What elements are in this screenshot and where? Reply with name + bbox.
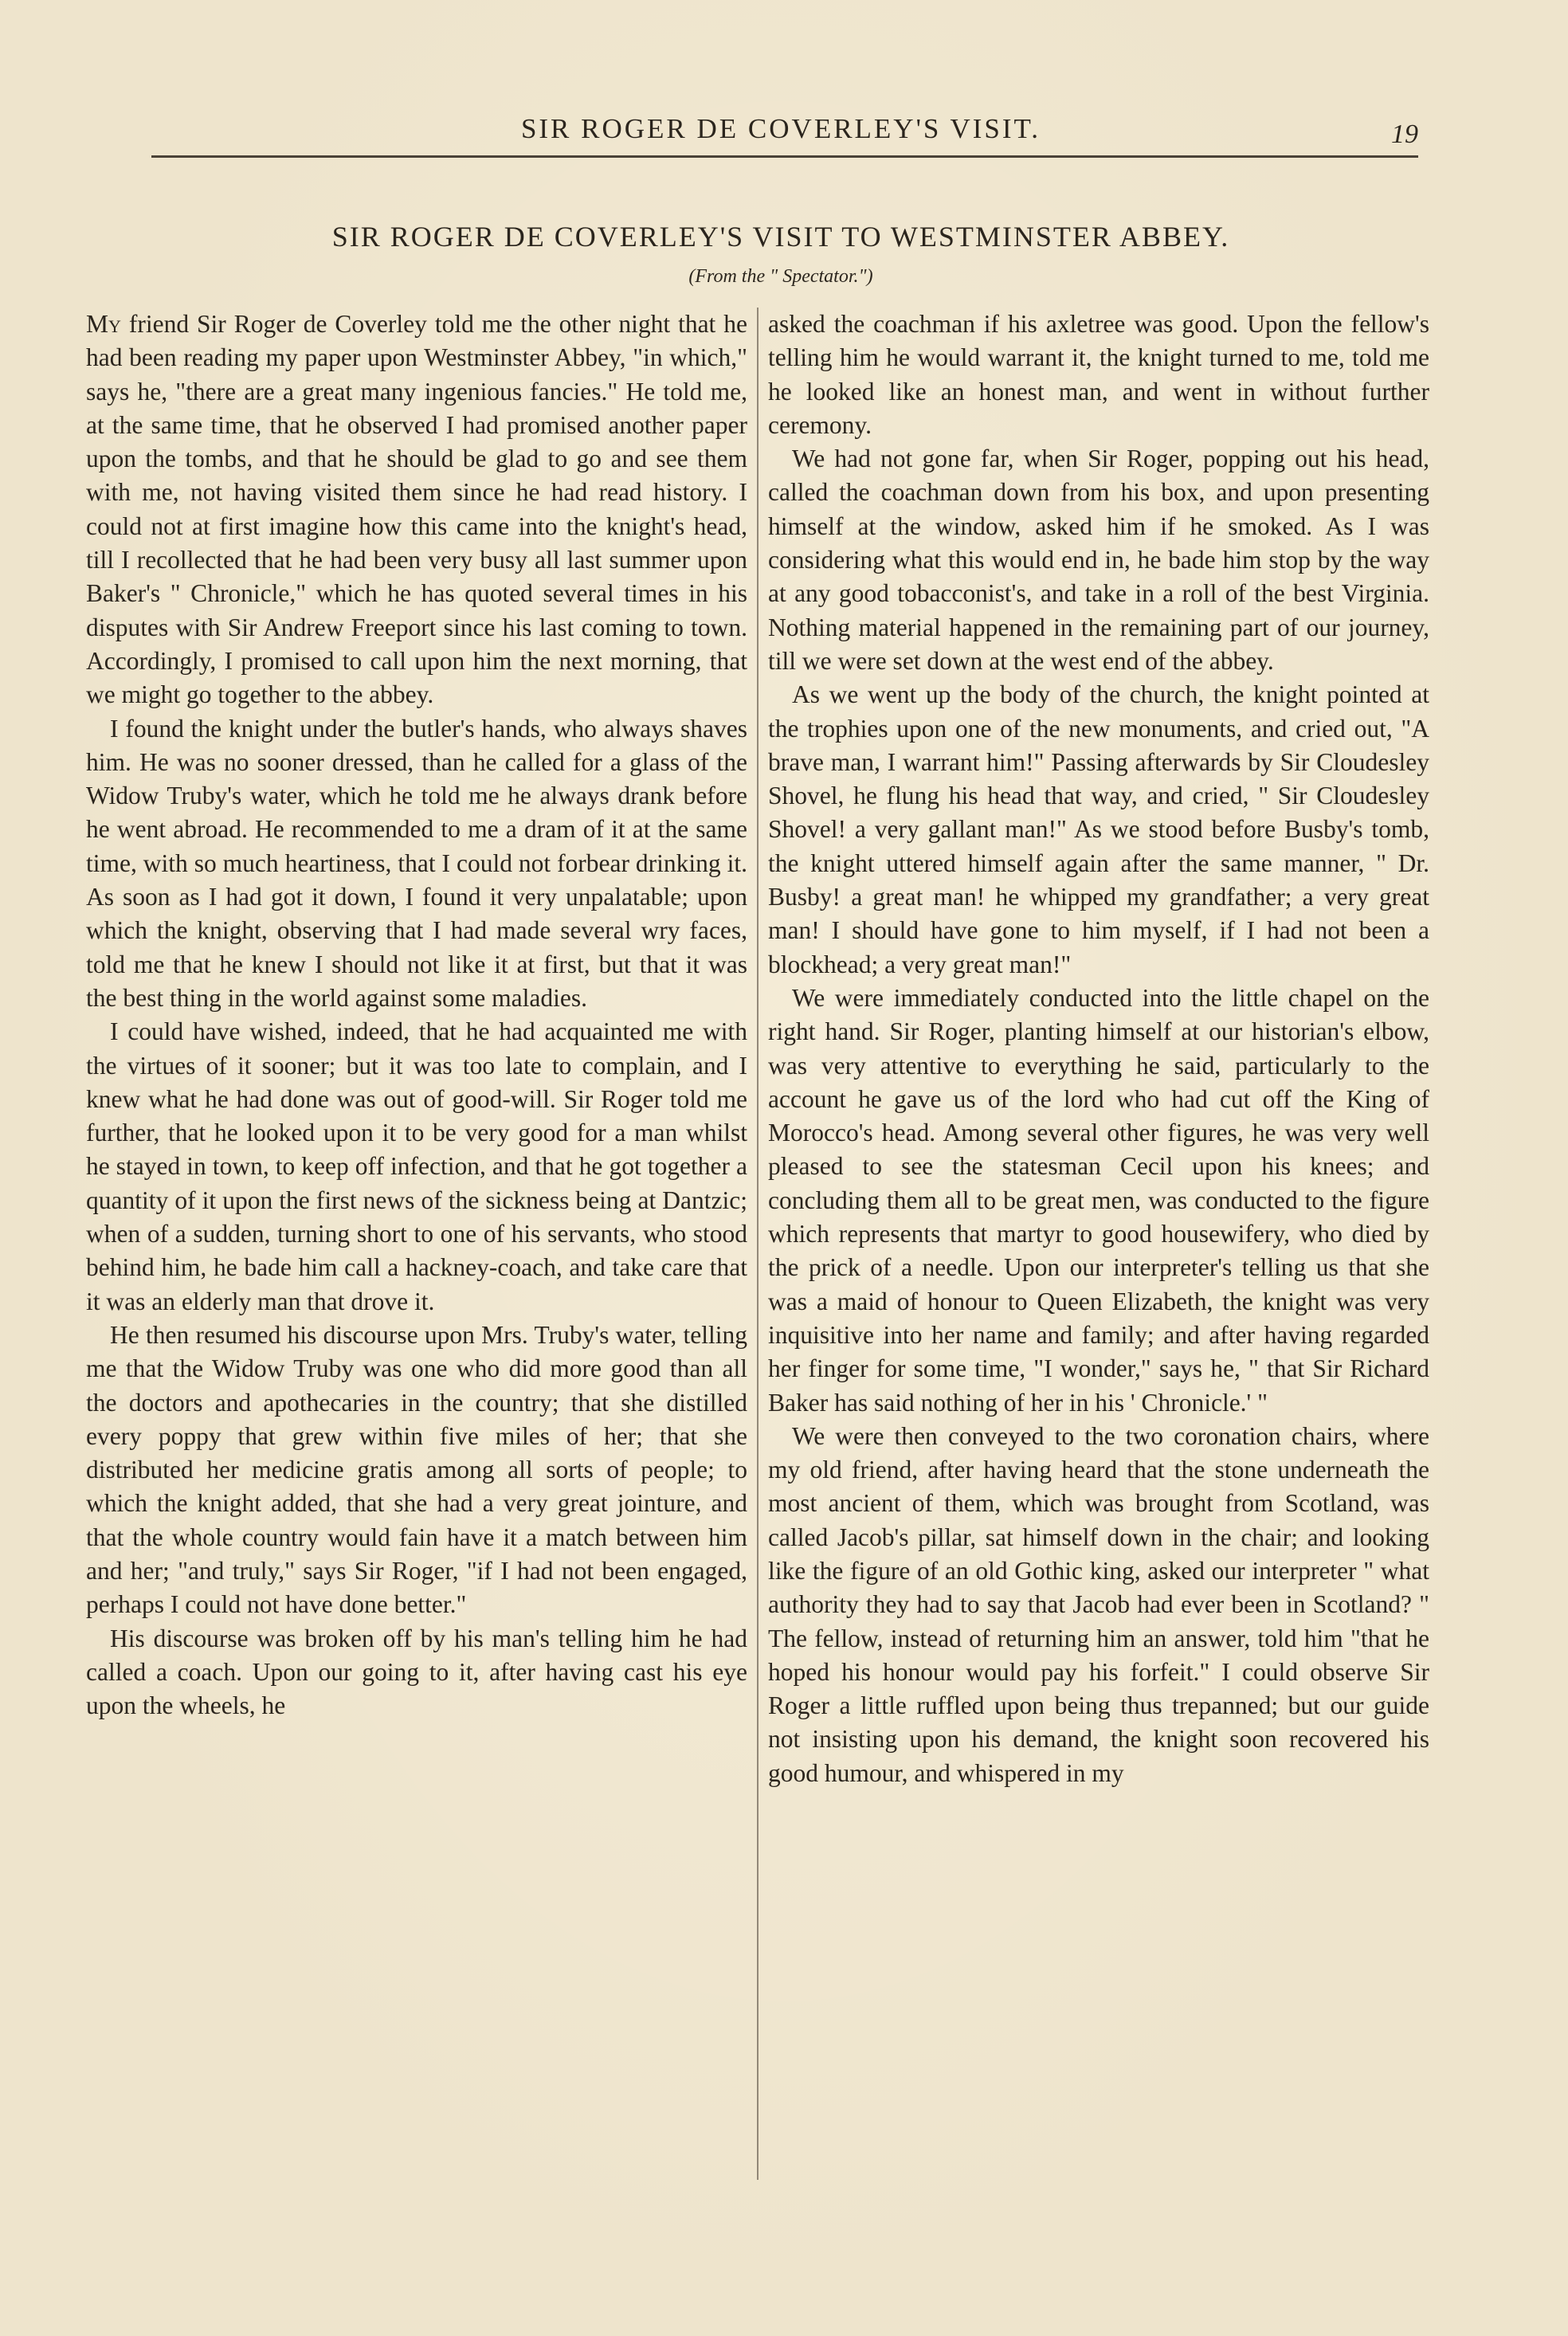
paragraph: We were then conveyed to the two coronation chairs, where my old friend, after having heard that the stone underneath the most ancient of them, which was brought from Scotland, was called Jacob's pillar, sat himself down in the chair; and looking like the figure of an old Gothic king, asked our interpreter " what authority they had to say that Jacob had ever been in Scotland? " The fellow, instead of returning him an answer, told him "that he hoped his honour would pay his forfeit." I could observe Sir Roger a little ruffled upon being thus trepanned; but our guide not insisting upon his demand, the knight soon recovered his good humour, and whispered in my bbox=[768, 1421, 1429, 1787]
drop-word: My bbox=[86, 310, 121, 338]
page-number: 19 bbox=[1391, 120, 1418, 149]
header-rule bbox=[151, 155, 1418, 158]
paragraph: We had not gone far, when Sir Roger, popping out his head, called the coachman down from his box, and upon presenting himself at the window, asked him if he smoked. As I was considering what this would end in, he bade him stop by the way at any good tobacconist's, and take in a roll of the best Virginia. Nothing material happened in the remaining part of our journey, till we were set down at the west end of the abbey. bbox=[768, 445, 1429, 675]
right-column bbox=[768, 308, 1429, 1790]
paragraph: As we went up the body of the church, the knight pointed at the trophies upon one of the new monuments, and cried out, "A brave man, I warrant him!" Passing afterwards by Sir Cloudesley Shovel, he flung his head that way, and cried, " Sir Cloudesley Shovel! a very gallant man!" As we stood before Busby's tomb, the knight uttered himself again after the same manner, " Dr. Busby! a great man! he whipped my grandfather; a very great man! I should have gone to him myself, if I had not been a blockhead; a very great man!" bbox=[768, 680, 1429, 978]
paragraph bbox=[86, 308, 747, 712]
source-attribution: (From the " Spectator.") bbox=[688, 266, 873, 287]
paragraph: His discourse was broken off by his man's telling him he had called a coach. Upon our going to it, after having cast his eye upon the wheels, he bbox=[86, 1624, 747, 1720]
article-title: SIR ROGER DE COVERLEY'S VISIT TO WESTMINSTER ABBEY. bbox=[331, 221, 1230, 253]
paragraph: We were immediately conducted into the little chapel on the right hand. Sir Roger, planting himself at our historian's elbow, was very attentive to everything he said, particularly to the account he gave us of the lord who had cut off the King of Morocco's head. Among several other figures, he was very well pleased to see the statesman Cecil upon his knees; and concluding them all to be great men, was conducted to the figure which represents that martyr to good housewifery, who died by the prick of a needle. Upon our interpreter's telling us that she was a maid of honour to Queen Elizabeth, the knight was very inquisitive into her name and family; and after having regarded her finger for some time, "I wonder," says he, " that Sir Richard Baker has said nothing of her in his ' Chronicle.' " bbox=[768, 983, 1429, 1417]
paragraph: I could have wished, indeed, that he had acquainted me with the virtues of it sooner; but it was too late to complain, and I knew what he had done was out of good-will. Sir Roger told me further, that he looked upon it to be very good for a man whilst he stayed in town, to keep off infection, and that he got together a quantity of it upon the first news of the sickness being at Dantzic; when of a sudden, turning short to one of his servants, who stood behind him, he bade him call a hackney-coach, and take care that it was an elderly man that drove it. bbox=[86, 1017, 747, 1315]
paragraph: He then resumed his discourse upon Mrs. Truby's water, telling me that the Widow Truby was one who did more good than all the doctors and apothecaries in the country; that she distilled every poppy that grew within five miles of her; that she distributed her medicine gratis among all sorts of people; to which the knight added, that she had a very great jointure, and that the whole country would fain have it a match between him and her; "and truly," says Sir Roger, "if I had not been engaged, perhaps I could not have done better." bbox=[86, 1320, 747, 1619]
left-column bbox=[86, 308, 747, 1723]
running-title: SIR ROGER DE COVERLEY'S VISIT. bbox=[520, 113, 1041, 144]
running-head bbox=[151, 113, 1418, 153]
paragraph-text: friend Sir Roger de Coverley told me the other night that he had been reading my paper upon Westminster Abbey, "in which," says he, "there are a great many ingenious fancies." He told me, at the same time, that he observed I had promised another paper upon the tombs, and that he should be glad to go and see them with me, not having visited them since he had read history. I could not at first imagine how this came into the knight's head, till I recollected that he had been very busy all last summer upon Baker's " Chronicle," which he has quoted several times in his disputes with Sir Andrew Freeport since his last coming to town. Accordingly, I promised to call upon him the next morning, that we might go together to the abbey. bbox=[86, 310, 747, 709]
column-divider bbox=[757, 308, 759, 2180]
paragraph: I found the knight under the butler's hands, who always shaves him. He was no sooner dressed, than he called for a glass of the Widow Truby's water, which he told me he always drank before he went abroad. He recommended to me a dram of it at the same time, with so much heartiness, that I could not forbear drinking it. As soon as I had got it down, I found it very unpalatable; upon which the knight, observing that I had made several wry faces, told me that he knew I should not like it at first, but that it was the best thing in the world against some maladies. bbox=[86, 714, 747, 1012]
paragraph: asked the coachman if his axletree was good. Upon the fellow's telling him he would warrant it, the knight turned to me, told me he looked like an honest man, and went in without further ceremony. bbox=[768, 310, 1429, 439]
